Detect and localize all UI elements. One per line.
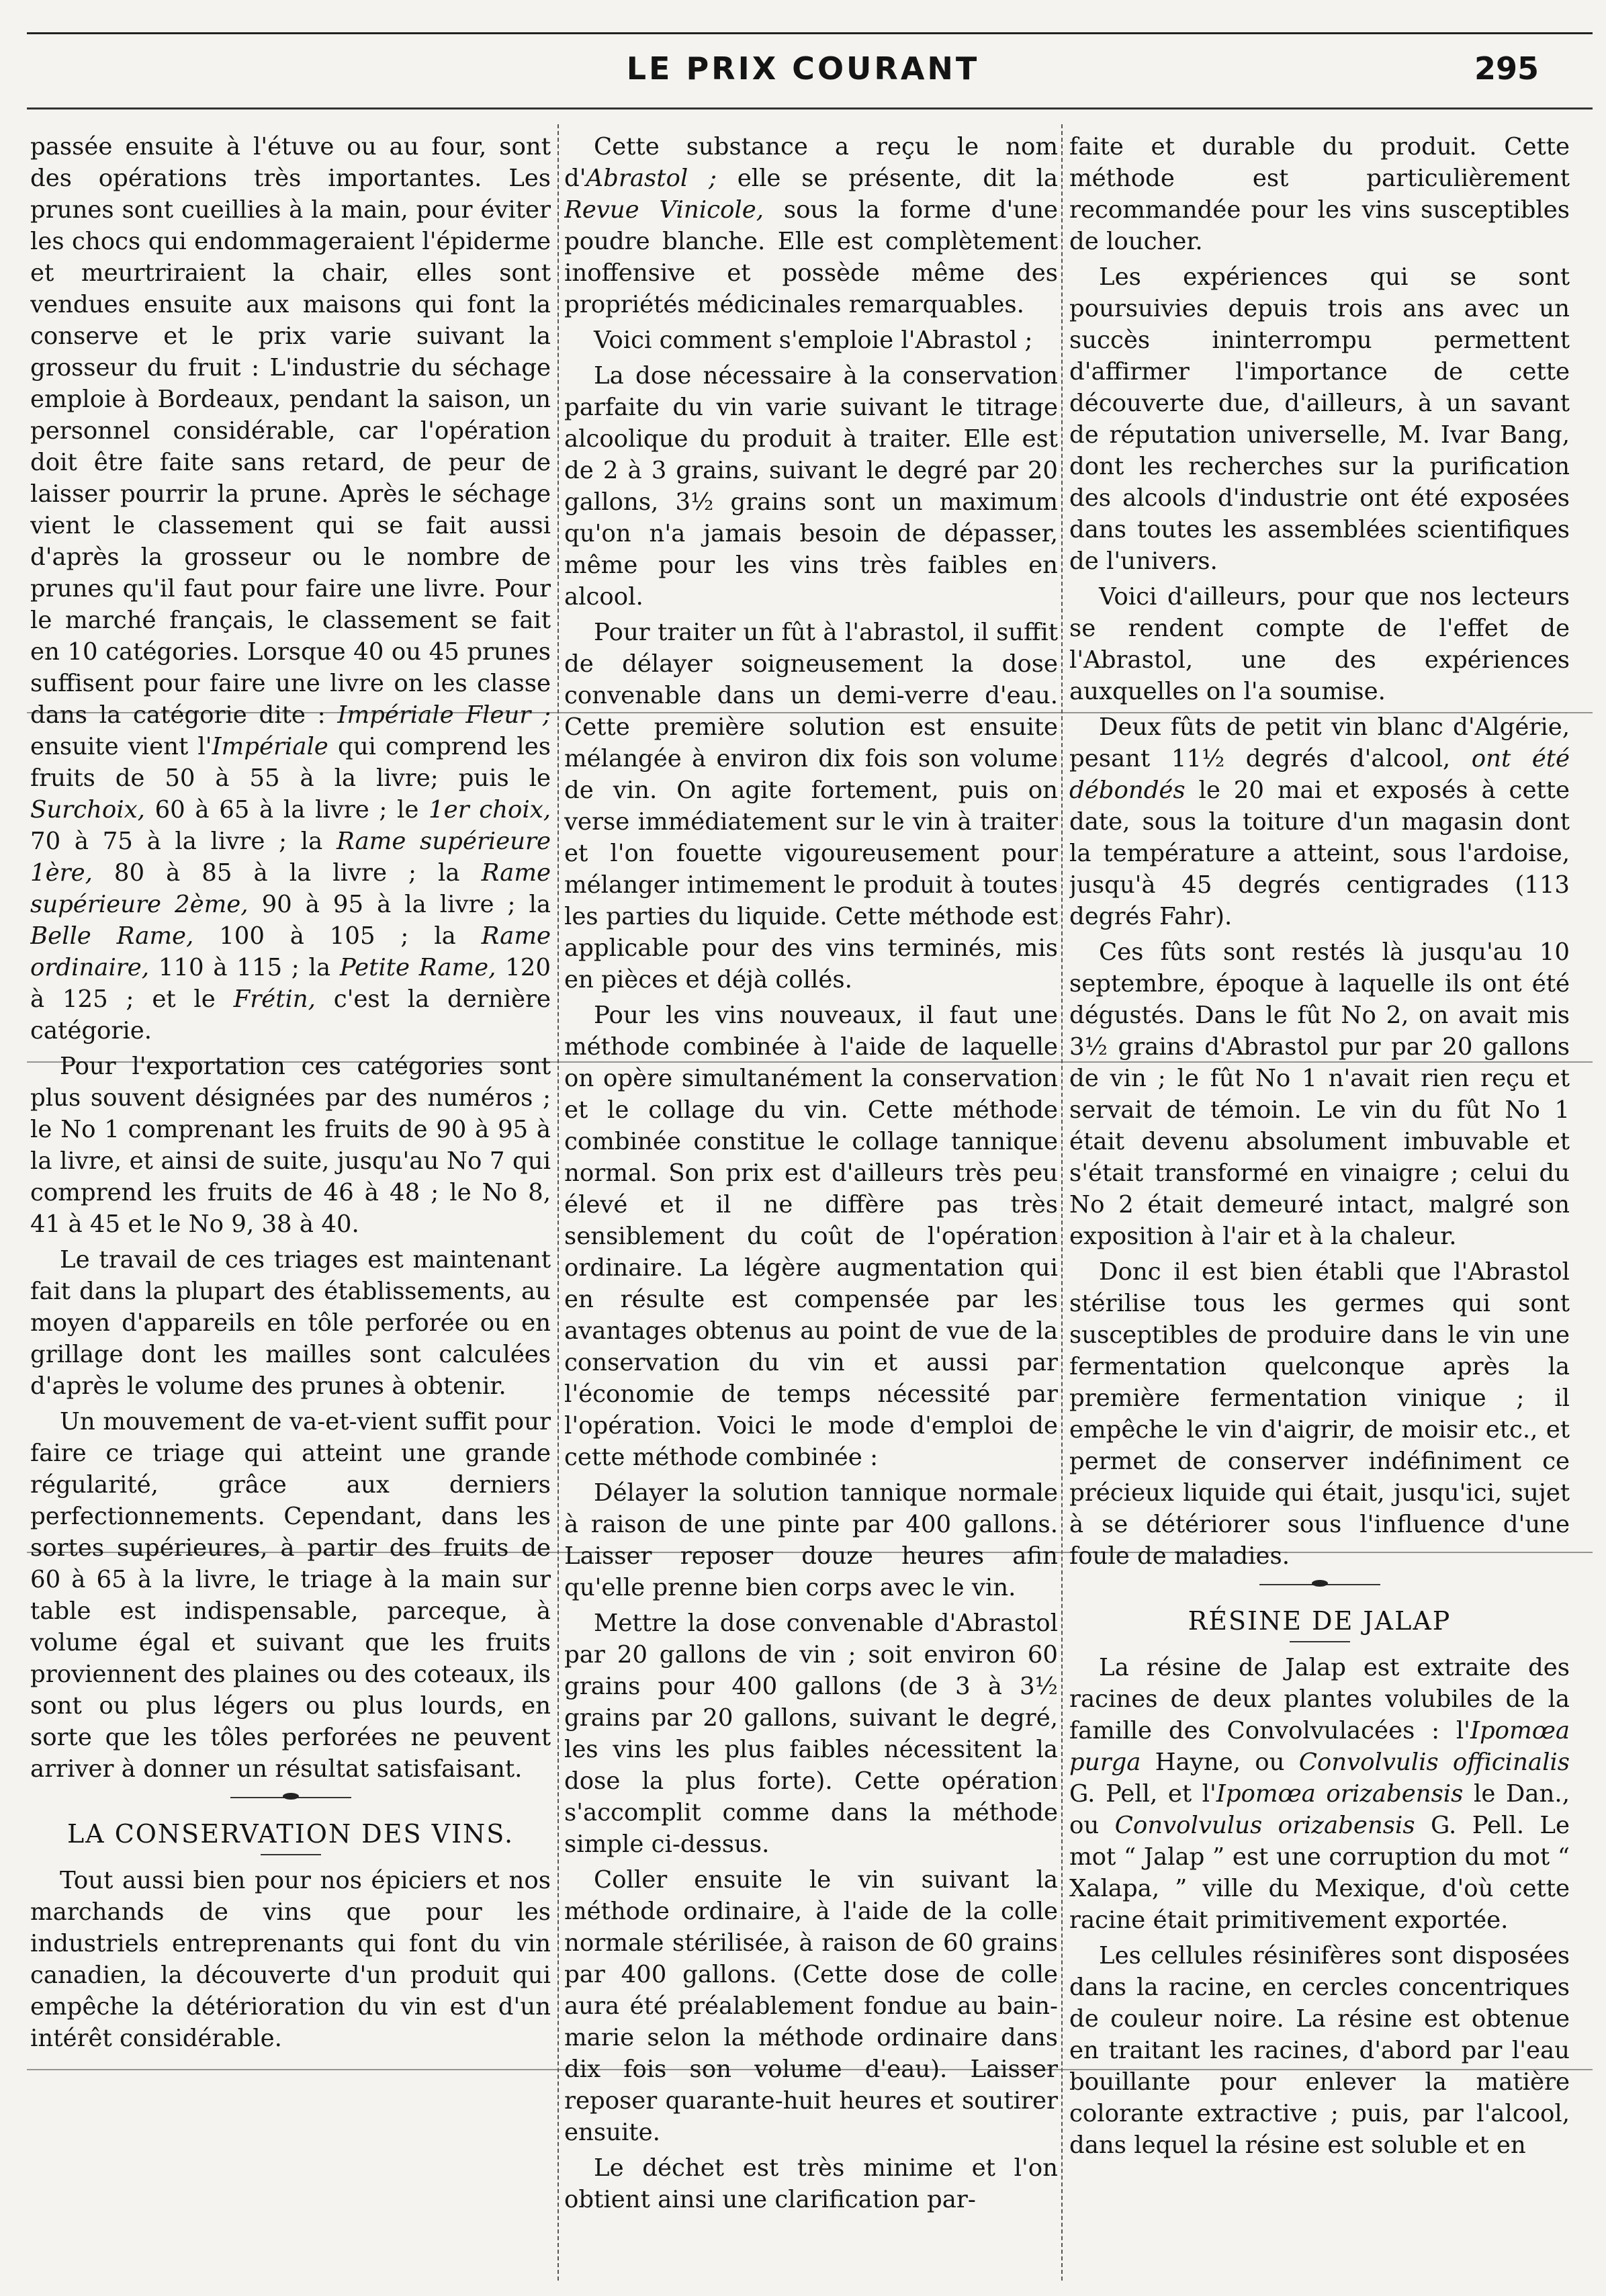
running-title: LE PRIX COURANT xyxy=(626,50,980,87)
column-divider-2 xyxy=(1061,124,1063,2281)
heading-rule xyxy=(1290,1641,1350,1642)
header-rule xyxy=(27,107,1593,109)
heading-rule xyxy=(261,1854,321,1855)
paragraph: passée ensuite à l'étuve ou au four, sont des opérations très importantes. Les prunes sont cueillies à la main, pour éviter les chocs qui endommageraient l'épiderme et meurtriraient la chair, elles sont vendues ensuite aux maisons qui font la conserve et le prix varie suivant la grosseur du fruit : L'industrie du séchage emploie à Bordeaux, pendant la saison, un personnel considérable, car l'opération doit être faite sans retard, de peur de laisser pourrir la prune. Après le séchage vient le classement qui se fait aussi d'après la grosseur ou le nombre de prunes qu'il faut pour faire une livre. Pour le marché français, le classement se fait en 10 catégories. Lorsque 40 ou 45 prunes suffisent pour faire une livre on les classe dans la catégorie dite : Impériale Fleur ; ensuite vient l'Impériale qui comprend les fruits de 50 à 55 à la livre; puis le Surchoix, 60 à 65 à la livre ; le 1er choix, 70 à 75 à la livre ; la Rame supérieure 1ère, 80 à 85 à la livre ; la Rame supérieure 2ème, 90 à 95 à la livre ; la Belle Rame, 100 à 105 ; la Rame ordinaire, 110 à 115 ; la Petite Rame, 120 à 125 ; et le Frétin, c'est la dernière catégorie. xyxy=(30,133,551,1045)
top-rule xyxy=(27,32,1593,34)
column-divider-1 xyxy=(557,124,559,2281)
section-ornament xyxy=(230,1797,351,1804)
paragraph: Délayer la solution tannique normale à raison de une pinte par 400 gallons. Laisser reposer douze heures afin qu'elle prenne bien corps avec le vin. xyxy=(564,1479,1058,1601)
paragraph: Mettre la dose convenable d'Abrastol par 20 gallons de vin ; soit environ 60 grains pour 400 gallons (de 3 à 3½ grains par 20 gallons, suivant le degré, les vins les plus faibles nécessitent la dose la plus forte). Cette opération s'accomplit comme dans la méthode simple ci-dessus. xyxy=(564,1609,1058,1858)
paragraph: Coller ensuite le vin suivant la méthode ordinaire, à l'aide de la colle normale stérilisée, à raison de 60 grains par 400 gallons. (Cette dose de colle aura été préalablement fondue au bain-marie selon la méthode ordinaire dans dix fois son volume d'eau). Laisser reposer quarante-huit heures et soutirer ensuite. xyxy=(564,1866,1058,2146)
section-heading: RÉSINE DE JALAP xyxy=(1188,1606,1452,1636)
paragraph: La dose nécessaire à la conservation parfaite du vin varie suivant le titrage alcoolique du produit à traiter. Elle est de 2 à 3 grains, suivant le degré par 20 gallons, 3½ grains sont un maximum qu'on n'a jamais besoin de dépasser, même pour les vins très faibles en alcool. xyxy=(564,362,1058,611)
section-heading: LA CONSERVATION DES VINS. xyxy=(66,1819,515,1849)
paragraph: Les expériences qui se sont poursuivies depuis trois ans avec un succès ininterrompu permettent d'affirmer l'importance de cette découverte due, d'ailleurs, à un savant de réputation universelle, M. Ivar Bang, dont les recherches sur la purification des alcools d'industrie ont été exposées dans toutes les assemblées scientifiques de l'univers. xyxy=(1069,263,1570,575)
paragraph: Donc il est bien établi que l'Abrastol stérilise tous les germes qui sont susceptibles de produire dans le vin une fermentation quelconque après la première fermentation vinique ; il empêche le vin d'aigrir, de moisir etc., et permet de conserver indéfiniment ce précieux liquide qui était, jusqu'ici, sujet à se détériorer sous l'influence d'une foule de maladies. xyxy=(1069,1258,1570,1570)
paragraph: Pour l'exportation ces catégories sont plus souvent désignées par des numéros ; le No 1 comprenant les fruits de 90 à 95 à la livre, et ainsi de suite, jusqu'au No 7 qui comprend les fruits de 46 à 48 ; le No 8, 41 à 45 et le No 9, 38 à 40. xyxy=(30,1053,551,1238)
paragraph: Les cellules résinifères sont disposées dans la racine, en cercles concentriques de couleur noire. La résine est obtenue en traitant les racines, d'abord par l'eau bouillante pour enlever la matière colorante extractive ; puis, par l'alcool, dans lequel la résine est soluble et en xyxy=(1069,1942,1570,2159)
paragraph: Un mouvement de va-et-vient suffit pour faire ce triage qui atteint une grande régularité, grâce aux derniers perfectionnements. Cependant, dans les sortes supérieures, à partir des fruits de 60 à 65 à la livre, le triage à la main sur table est indispensable, parceque, à volume égal et suivant que les fruits proviennent des plaines ou des coteaux, ils sont ou plus légers ou plus lourds, en sorte que les tôles perforées ne peuvent arriver à donner un résultat satisfaisant. xyxy=(30,1408,551,1783)
paragraph: La résine de Jalap est extraite des racines de deux plantes volubiles de la famille des Convolvulacées : l'Ipomœa purga Hayne, ou Convolvulis officinalis G. Pell, et l'Ipomœa orizabensis le Dan., ou Convolvulus orizabensis G. Pell. Le mot “ Jalap ” est une corruption du mot “ Xalapa, ” ville du Mexique, d'où cette racine était primitivement exportée. xyxy=(1069,1654,1570,1934)
section-ornament xyxy=(1259,1584,1380,1591)
paragraph: Deux fûts de petit vin blanc d'Algérie, pesant 11½ degrés d'alcool, ont été débondés le 20 mai et exposés à cette date, sous la toiture d'un magasin dont la température a atteint, sous l'ardoise, jusqu'à 45 degrés centigrades (113 degrés Fahr). xyxy=(1069,713,1570,930)
paragraph: Pour les vins nouveaux, il faut une méthode combinée à l'aide de laquelle on opère simultanément la conservation et le collage du vin. Cette méthode combinée constitue le collage tannique normal. Son prix est d'ailleurs très peu élevé et il ne diffère pas très sensiblement du coût de l'opération ordinaire. La légère augmentation qui en résulte est compensée par les avantages obtenus au point de vue de la conservation du vin et aussi par l'économie de temps nécessité par l'opération. Voici le mode d'emploi de cette méthode combinée : xyxy=(564,1002,1058,1471)
column-2 xyxy=(564,131,1058,2274)
paragraph: Ces fûts sont restés là jusqu'au 10 septembre, époque à laquelle ils ont été dégustés. Dans le fût No 2, on avait mis 3½ grains d'Abrastol pur par 20 gallons de vin ; le fût No 1 n'avait rien reçu et servait de témoin. Le vin du fût No 1 était devenu absolument imbuvable et s'était transformé en vinaigre ; celui du No 2 était demeuré intact, malgré son exposition à l'air et à la chaleur. xyxy=(1069,938,1570,1250)
paragraph: Le travail de ces triages est maintenant fait dans la plupart des établissements, au moyen d'appareils en tôle perforée ou en grillage dont les mailles sont calculées d'après le volume des prunes à obtenir. xyxy=(30,1246,551,1400)
paragraph: Tout aussi bien pour nos épiciers et nos marchands de vins que pour les industriels entreprenants qui font du vin canadien, la découverte d'un produit qui empêche la détérioration du vin est d'un intérêt considérable. xyxy=(30,1867,551,2052)
column-3 xyxy=(1069,131,1570,2274)
paragraph: Voici comment s'emploie l'Abrastol ; xyxy=(594,326,1033,354)
paragraph: faite et durable du produit. Cette méthode est particulièrement recommandée pour les vins susceptibles de loucher. xyxy=(1069,133,1570,255)
page-number: 295 xyxy=(1474,50,1539,87)
paragraph: Voici d'ailleurs, pour que nos lecteurs se rendent compte de l'effet de l'Abrastol, une des expériences auxquelles on l'a soumise. xyxy=(1069,583,1570,705)
paragraph: Cette substance a reçu le nom d'Abrastol ; elle se présente, dit la Revue Vinicole, sous la forme d'une poudre blanche. Elle est complètement inoffensive et possède même des propriétés médicinales remarquables. xyxy=(564,133,1058,318)
column-1 xyxy=(30,131,551,2274)
paragraph: Pour traiter un fût à l'abrastol, il suffit de délayer soigneusement la dose convenable dans un demi-verre d'eau. Cette première solution est ensuite mélangée à environ dix fois son volume de vin. On agite fortement, puis on verse immédiatement sur le vin à traiter et l'on fouette vigoureusement pour mélanger intimement le produit à toutes les parties du liquide. Cette méthode est applicable pour des vins terminés, mis en pièces et déjà collés. xyxy=(564,619,1058,994)
paragraph: Le déchet est très minime et l'on obtient ainsi une clarification par- xyxy=(564,2154,1058,2213)
